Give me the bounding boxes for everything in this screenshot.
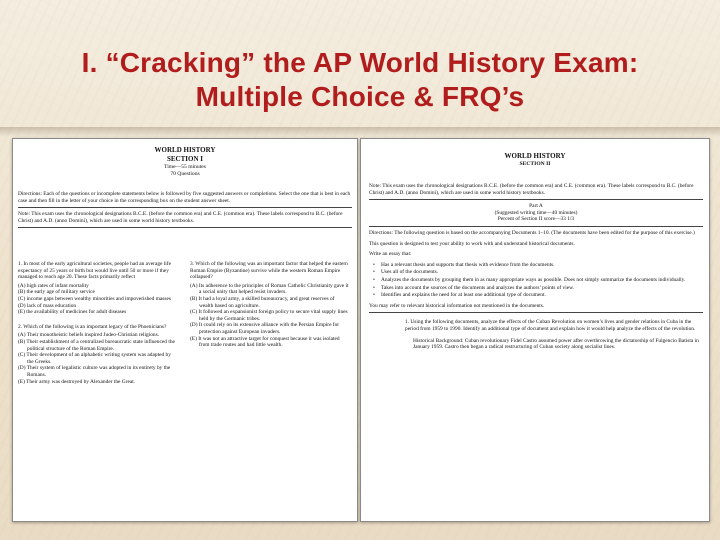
question-3 xyxy=(190,261,350,349)
section1-label: SECTION I xyxy=(167,155,203,163)
essay-criterion: • Takes into account the sources of the documents and analyzes the authors’ points of view. xyxy=(369,285,703,292)
question-2-option-a: (A) Their monotheistic beliefs inspired Judeo-Christian religions. xyxy=(18,332,160,339)
question-1-option-c: (C) income gaps between wealthy minorities and impoverished masses xyxy=(18,295,171,302)
question-3-option-a: (A) Its adherence to the principles of Roman Catholic Christianity gave it a social unity that helped resist invaders. xyxy=(190,282,349,296)
essay-criterion: • Uses all of the documents. xyxy=(369,269,703,276)
question-1-option-b: (B) the early age of military service xyxy=(18,289,95,296)
dbq-historical-background: Historical Background: Cuban revolutionary Fidel Castro assumed power after overthrowing the dictatorship of Fulgencio Batista in January 1959. Castro then began a radical restructuring of Cuban society along socialist lines. xyxy=(413,337,699,351)
exam-page-section-1 xyxy=(12,138,358,522)
section2-write-prompt: Write an essay that: xyxy=(369,251,412,258)
question-1-option-d: (D) lack of mass education xyxy=(18,302,77,309)
question-1-option-a: (A) high rates of infant mortality xyxy=(18,282,89,289)
section1-note: Note: This exam uses the chronological designations B.C.E. (before the common era) and C.E. (common era). These labels correspond to B.C. (before Christ) and A.D. (anno Domini), which are used in some world history textbooks. xyxy=(18,211,343,224)
section1-question-count: 70 Questions xyxy=(170,171,200,177)
question-2-option-b: (B) Their establishment of a centralized bureaucratic state influenced the political structure of the Roman Empire. xyxy=(18,338,175,352)
question-1 xyxy=(18,261,178,316)
section2-refer: You may refer to relevant historical information not mentioned in the documents. xyxy=(369,302,545,309)
essay-criterion: • Identifies and explains the need for at least one additional type of document. xyxy=(369,292,703,299)
question-1-option-e: (E) the availability of medicines for adult diseases xyxy=(18,309,127,316)
question-2-stem: 2. Which of the following is an important legacy of the Phoenicians? xyxy=(18,323,167,330)
slide-title-line-1: I. “Cracking” the AP World History Exam: xyxy=(81,47,639,78)
slide-title-line-2: Multiple Choice & FRQ’s xyxy=(195,81,525,112)
divider xyxy=(18,207,352,208)
divider xyxy=(369,226,703,227)
section1-directions: Directions: Each of the questions or incomplete statements below is followed by five suggested answers or completions. Select the one that is best in each case and then fill in the letter of your choice in the corresponding box on the student answer sheet. xyxy=(18,191,351,204)
slide-title xyxy=(20,46,700,114)
question-1-stem: 1. In most of the early agricultural societies, people had an average life expectancy of 25 years or birth but would live until 50 or more if they managed to reach age 20. These facts primarily reflect xyxy=(18,261,171,281)
section2-percent: Percent of Section II score—33 1/3 xyxy=(497,216,575,223)
essay-criterion: • Analyzes the documents by grouping them in as many appropriate ways as possible. Does not simply summarize the documents individually. xyxy=(369,277,703,284)
divider xyxy=(369,199,703,200)
section2-heading: WORLD HISTORY xyxy=(504,152,566,160)
question-3-option-c: (C) It followed an expansionist foreign policy to secure vital supply lines held by the Germanic tribes. xyxy=(190,309,348,322)
question-3-option-b: (B) It had a loyal army, a skilled bureaucracy, and great reserves of wealth based on agriculture. xyxy=(190,295,335,309)
title-divider xyxy=(0,127,720,137)
dbq-question-1: 1. Using the following documents, analyze the effects of the Cuban Revolution on women’s lives and gender relations in Cuba in the period from 1959 to 1990. Identify an additional type of document and explain how it would help analyze the effects of the revolution. xyxy=(405,319,696,332)
question-2 xyxy=(18,324,178,385)
question-2-option-c: (C) Their development of an alphabetic writing system was adapted by the Greeks. xyxy=(18,352,171,365)
essay-criterion: • Has a relevant thesis and supports that thesis with evidence from the documents. xyxy=(369,262,703,269)
section2-designed: This question is designed to test your ability to work with and understand historical documents. xyxy=(369,240,575,247)
section2-directions: Directions: The following question is based on the accompanying Documents 1–10. (The documents have been edited for the purpose of this exercise.) xyxy=(369,229,695,236)
section2-note: Note: This exam uses the chronological designations B.C.E. (before the common era) and C.E. (common era). These labels correspond to B.C. (before Christ) and A.D. (anno Domini), which are used in some world history textbooks. xyxy=(369,183,694,196)
question-2-option-e: (E) Their army was destroyed by Alexander the Great. xyxy=(18,378,136,385)
section2-part: Part A xyxy=(529,203,543,210)
divider xyxy=(18,227,352,228)
exam-page-section-2 xyxy=(360,138,710,522)
question-3-option-e: (E) It was not an attractive target for conquest because it was isolated from trade routes and had little wealth. xyxy=(190,335,340,349)
section2-writing-time: (Suggested writing time—40 minutes) xyxy=(494,209,578,216)
question-2-option-d: (D) Their system of legalistic culture was adopted in its entirety by the Romans. xyxy=(18,365,171,378)
question-3-option-d: (D) It could rely on its extensive alliance with the Persian Empire for protection against European invaders. xyxy=(190,322,340,335)
section2-label: SECTION II xyxy=(519,161,551,167)
section1-heading: WORLD HISTORY xyxy=(154,146,216,154)
section1-time: Time—55 minutes xyxy=(164,164,206,170)
divider xyxy=(369,312,703,313)
question-3-stem: 3. Which of the following was an important factor that helped the eastern Roman Empire (Byzantine) survive while the western Roman Empire collapsed? xyxy=(190,261,348,281)
